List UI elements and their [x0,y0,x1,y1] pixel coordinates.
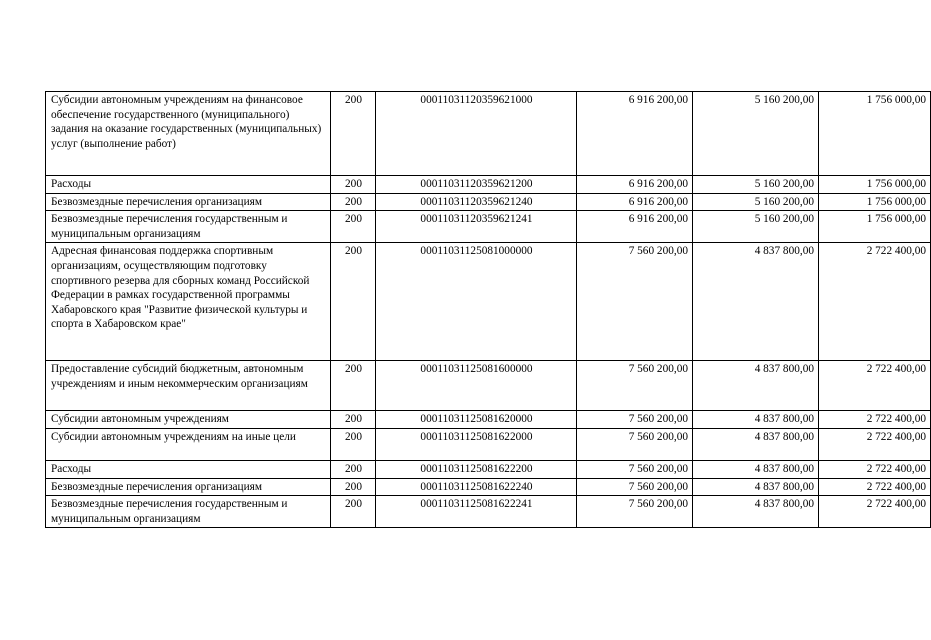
row-code-cell: 00011031125081000000 [376,243,577,361]
row-value-1-cell: 7 560 200,00 [577,243,693,361]
row-value-1-cell: 6 916 200,00 [577,176,693,194]
row-value-2-cell: 4 837 800,00 [693,411,819,429]
table-row [46,428,931,460]
row-name-cell: Безвозмездные перечисления организациям [46,193,331,211]
row-name-cell: Адресная финансовая поддержка спортивным организациям, осуществляющим подготовку спортивного резерва для сборных команд Российской Федерации в рамках государственной программы Хабаровского края "Развитие физической культуры и спорта в Хабаровском крае" [46,243,331,361]
row-kvr-cell: 200 [331,460,376,478]
row-value-3-cell: 2 722 400,00 [819,478,931,496]
table-row [46,411,931,429]
row-value-2-cell: 5 160 200,00 [693,193,819,211]
row-value-1-cell: 6 916 200,00 [577,211,693,243]
row-value-1-cell: 6 916 200,00 [577,92,693,176]
row-kvr-cell: 200 [331,428,376,460]
row-kvr-cell: 200 [331,92,376,176]
row-value-2-cell: 4 837 800,00 [693,496,819,528]
row-value-3-cell: 1 756 000,00 [819,211,931,243]
row-value-2-cell: 4 837 800,00 [693,361,819,411]
row-code-cell: 00011031120359621240 [376,193,577,211]
row-code-cell: 00011031125081620000 [376,411,577,429]
row-value-2-cell: 5 160 200,00 [693,92,819,176]
row-name-cell: Предоставление субсидий бюджетным, автономным учреждениям и иным некоммерческим организациям [46,361,331,411]
row-code-cell: 00011031120359621200 [376,176,577,194]
table-row [46,478,931,496]
row-kvr-cell: 200 [331,411,376,429]
table-row [46,243,931,361]
row-name-cell: Расходы [46,460,331,478]
row-name-cell: Безвозмездные перечисления государственным и муниципальным организациям [46,211,331,243]
row-value-3-cell: 2 722 400,00 [819,496,931,528]
row-name-cell: Безвозмездные перечисления государственным и муниципальным организациям [46,496,331,528]
row-value-2-cell: 4 837 800,00 [693,460,819,478]
table-row [46,92,931,176]
table-row [46,361,931,411]
row-name-cell: Субсидии автономным учреждениям на иные цели [46,428,331,460]
row-value-1-cell: 7 560 200,00 [577,428,693,460]
row-value-3-cell: 1 756 000,00 [819,193,931,211]
table-row [46,211,931,243]
row-value-2-cell: 4 837 800,00 [693,243,819,361]
row-value-2-cell: 5 160 200,00 [693,211,819,243]
row-value-3-cell: 2 722 400,00 [819,361,931,411]
row-kvr-cell: 200 [331,211,376,243]
row-code-cell: 00011031125081622000 [376,428,577,460]
table-row [46,496,931,528]
row-value-2-cell: 5 160 200,00 [693,176,819,194]
table-row [46,176,931,194]
row-kvr-cell: 200 [331,243,376,361]
row-kvr-cell: 200 [331,193,376,211]
row-name-cell: Субсидии автономным учреждениям [46,411,331,429]
row-name-cell: Безвозмездные перечисления организациям [46,478,331,496]
row-code-cell: 00011031120359621241 [376,211,577,243]
row-value-3-cell: 2 722 400,00 [819,428,931,460]
row-kvr-cell: 200 [331,361,376,411]
row-kvr-cell: 200 [331,496,376,528]
row-value-1-cell: 7 560 200,00 [577,460,693,478]
row-value-1-cell: 6 916 200,00 [577,193,693,211]
row-code-cell: 00011031125081622240 [376,478,577,496]
row-value-1-cell: 7 560 200,00 [577,478,693,496]
row-kvr-cell: 200 [331,478,376,496]
row-code-cell: 00011031120359621000 [376,92,577,176]
row-value-2-cell: 4 837 800,00 [693,428,819,460]
row-value-2-cell: 4 837 800,00 [693,478,819,496]
row-value-1-cell: 7 560 200,00 [577,411,693,429]
row-code-cell: 00011031125081600000 [376,361,577,411]
row-value-3-cell: 1 756 000,00 [819,92,931,176]
table-row [46,460,931,478]
budget-table [45,91,931,528]
row-value-3-cell: 2 722 400,00 [819,411,931,429]
table-row [46,193,931,211]
row-value-1-cell: 7 560 200,00 [577,496,693,528]
table-body [46,92,931,528]
row-name-cell: Субсидии автономным учреждениям на финансовое обеспечение государственного (муниципального) задания на оказание государственных (муниципальных) услуг (выполнение работ) [46,92,331,176]
row-value-1-cell: 7 560 200,00 [577,361,693,411]
row-kvr-cell: 200 [331,176,376,194]
row-value-3-cell: 1 756 000,00 [819,176,931,194]
row-value-3-cell: 2 722 400,00 [819,243,931,361]
row-code-cell: 00011031125081622241 [376,496,577,528]
row-value-3-cell: 2 722 400,00 [819,460,931,478]
row-name-cell: Расходы [46,176,331,194]
row-code-cell: 00011031125081622200 [376,460,577,478]
